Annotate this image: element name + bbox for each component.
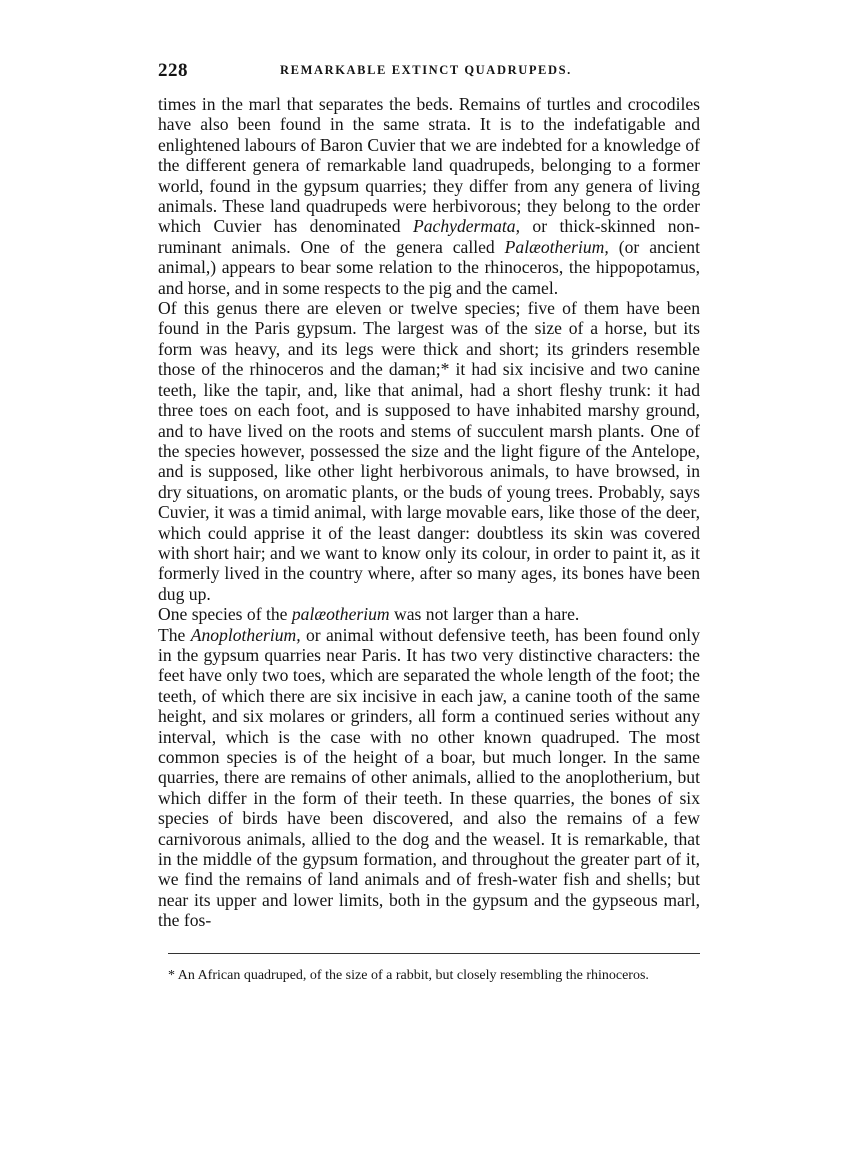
text-run: was not larger than a hare. xyxy=(389,604,580,625)
running-head: REMARKABLE EXTINCT QUADRUPEDS. xyxy=(280,63,572,77)
text-run: or thick-skinned non-ruminant animals. One of the genera called xyxy=(158,216,700,257)
text-run: The xyxy=(158,624,191,645)
page-header xyxy=(158,60,700,88)
footnote: * An African quadruped, of the size of a rabbit, but closely resembling the rhinoceros. xyxy=(168,967,649,983)
paragraph-1 xyxy=(158,94,700,298)
italic-term-palaeotherium: Palæotherium, xyxy=(504,236,609,257)
footnote-divider xyxy=(168,953,700,954)
page-number: 228 xyxy=(158,60,188,81)
text-run: or animal without defensive teeth, has been found only in the gypsum quarries near Paris. It has two very distinctive characters: the feet have only two toes, which are separated the whole length of the foot; the teeth, of which there are six incisive in each jaw, a canine tooth of the same height, and six molares or grinders, all form a continued series without any interval, which is the case with no other known quadruped. The most common species is of the height of a boar, but much longer. In the same quarries, there are remains of other animals, allied to the anoplotherium, but which differ in the form of their teeth. In these quarries, the bones of six species of birds have been discovered, and also the remains of a few carnivorous animals, allied to the dog and the weasel. It is remarkable, that in the middle of the gypsum formation, and throughout the greater part of it, we find the remains of land animals and of fresh-water fish and shells; but near its upper and lower limits, both in the gypsum and the gypseous marl, the fos- xyxy=(158,624,700,931)
text-run: Of this genus there are eleven or twelve species; five of them have been found in the Paris gypsum. The largest was of the size of a horse, but its form was heavy, and its legs were thick and short; its grinders resemble those of the rhinoceros and the daman;* it had six incisive and two canine teeth, like the tapir, and, like that animal, had a short fleshy trunk: it had three toes on each foot, and is supposed to have inhabited marshy ground, and to have lived on the roots and stems of succulent marsh plants. One of the species however, possessed the size and the light figure of the Antelope, and is supposed, like other light herbivorous animals, to have browsed, in dry situations, on aromatic plants, or the buds of young trees. Probably, says Cuvier, it was a timid animal, with large movable ears, like those of the deer, which could apprise it of the least danger: doubtless its skin was covered with short hair; and we want to know only its colour, in order to paint it, as it formerly lived in the country where, after so many ages, its bones have been dug up. xyxy=(158,298,700,604)
book-page xyxy=(158,60,700,984)
paragraph-3 xyxy=(158,604,700,624)
italic-term-pachydermata: Pachydermata, xyxy=(412,216,520,237)
text-run: One species of the xyxy=(158,604,292,625)
paragraph-4 xyxy=(158,625,700,931)
text-run: times in the marl that separates the beds. Remains of turtles and crocodiles have also been found in the same strata. It is to the indefatigable and enlightened labours of Baron Cuvier that we are indebted for a knowledge of the different genera of remarkable land quadrupeds, belonging to a former world, found in the gypsum quarries; they differ from any genera of living animals. These land quadrupeds were herbivorous; they belong to the order which Cuvier has denominated xyxy=(158,94,700,237)
italic-term-palaeotherium-small: palæotherium xyxy=(291,604,390,625)
text-run: (or ancient animal,) appears to bear some relation to the rhinoceros, the hippopotamus, and horse, and in some respects to the pig and the camel. xyxy=(158,236,700,298)
paragraph-2 xyxy=(158,298,700,604)
body-text xyxy=(158,94,700,931)
italic-term-anoplotherium: Anoplotherium, xyxy=(190,624,301,645)
